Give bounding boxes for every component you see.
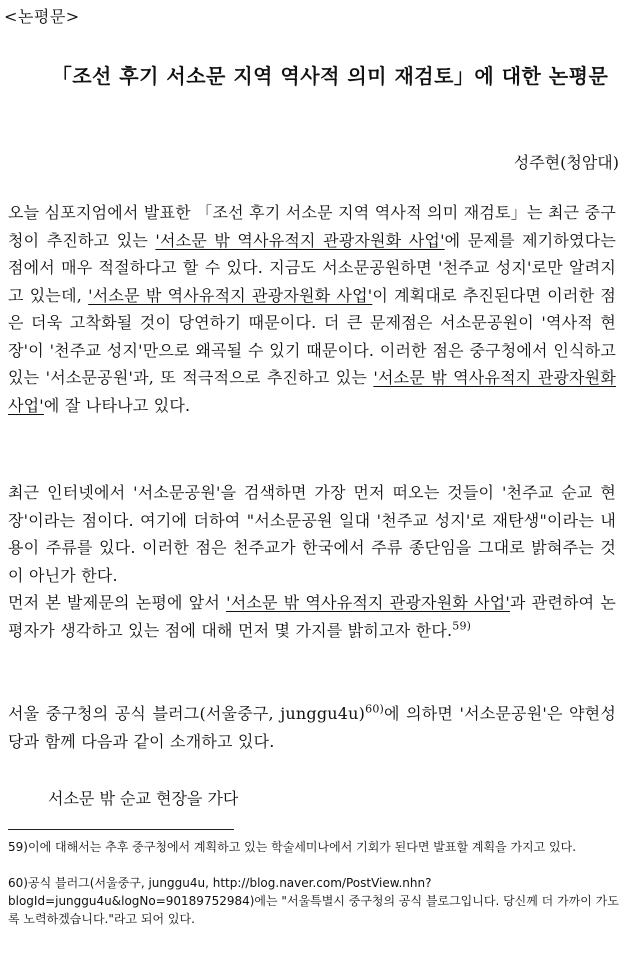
underlined-project-name: '서소문 밖 역사유적지 관광자원화 사업' [155, 230, 445, 250]
footnote-text: 이에 대해서는 추후 중구청에서 계획하고 있는 학술세미나에서 기회가 된다면 발표할 계획을 가지고 있다. [28, 840, 577, 854]
footnote-60 [8, 874, 620, 928]
underlined-project-name: '서소문 밖 역사유적지 관광자원화 사업' [88, 285, 373, 305]
paragraph-text: 에 의하면 '서소문공원'은 약현성당과 함께 다음과 같이 소개하고 있다. [8, 704, 616, 751]
footnote-marker-60[interactable]: 60) [365, 702, 385, 716]
paragraph-text: 이 계획대로 추진된다면 이러한 점은 더욱 고착화될 것이 당연하기 때문이다. 더 큰 문제점은 서소문공원이 '역사적 현장'이 '천주교 성지'만으로 왜곡될 수 있기 때문이다. 이러한 점은 중구청에서 인식하고 있는 '서소문공원'과, 또 적극적으로 추진하고 있는 [8, 285, 617, 387]
footnote-divider [8, 829, 234, 830]
paragraph-2 [8, 479, 616, 644]
document-type-label: <논평문> [4, 7, 80, 26]
paragraph-text: 오늘 심포지엄에서 발표한 「조선 후기 서소문 지역 역사적 의미 재검토」는 최근 중구청이 추진하고 있는 [8, 203, 616, 250]
underlined-project-name: '서소문 밖 역사유적지 관광자원화 사업' [226, 593, 510, 612]
paragraph-text: 과 관련하여 논평자가 생각하고 있는 점에 대해 먼저 몇 가지를 밝히고자 한다. [8, 593, 616, 640]
underlined-project-name: '서소문 밖 역사유적지 관광자원화 사업' [8, 368, 616, 415]
footnote-text: 공식 블러그(서울중구, junggu4u, http://blog.naver.com/PostView.nhn?blogId=junggu4u&logNo=90189752984)에는 "서울특별시 중구청의 공식 블로그입니다. 당신께 더 가까이 가도록 노력하겠습니다."라고 되어 있다. [8, 876, 619, 926]
paragraph-3 [8, 700, 616, 755]
paragraph-text: 에 문제를 제기하였다는 점에서 매우 적절하다고 할 수 있다. 지금도 서소문공원하면 '천주교 성지'로만 알려지고 있는데, [8, 230, 617, 305]
paragraph-text: 에 잘 나타나고 있다. [43, 395, 191, 415]
paragraph-1 [8, 199, 616, 419]
footnote-number: 60) [8, 876, 28, 890]
footnote-59 [8, 838, 620, 856]
author-line: 성주현(청암대) [513, 153, 619, 172]
footnote-marker-59[interactable]: 59) [452, 619, 472, 633]
page-title: 「조선 후기 서소문 지역 역사적 의미 재검토」에 대한 논평문 [51, 64, 609, 88]
section-subheading: 서소문 밖 순교 현장을 가다 [48, 789, 239, 808]
paragraph-text: 최근 인터넷에서 '서소문공원'을 검색하면 가장 먼저 떠오는 것들이 '천주교 순교 현장'이라는 점이다. 여기에 더하여 "서소문공원 일대 '천주교 성지'로 재탄생"이라는 내용이 주류를 있다. 이러한 점은 천주교가 한국에서 주류 종단임을 그대로 밝혀주는 것이 아닌가 한다. [8, 483, 616, 585]
paragraph-text: 서울 중구청의 공식 블러그(서울중구, junggu4u) [8, 704, 366, 723]
paragraph-text: 먼저 본 발제문의 논평에 앞서 [8, 593, 227, 612]
footnote-number: 59) [8, 840, 28, 854]
